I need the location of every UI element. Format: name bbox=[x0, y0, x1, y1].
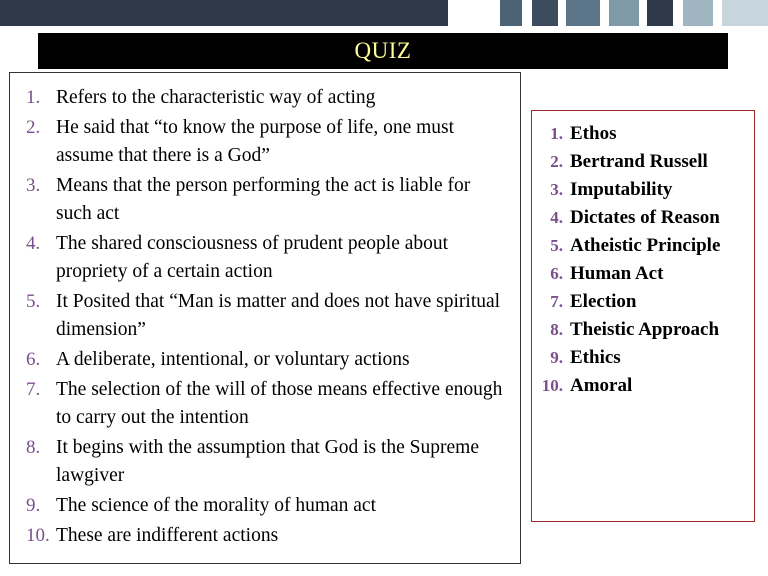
list-item bbox=[18, 434, 512, 490]
slide-title-bar bbox=[38, 33, 728, 69]
question-text: The science of the morality of human act bbox=[56, 495, 376, 516]
list-item bbox=[18, 522, 512, 550]
list-item bbox=[18, 230, 512, 286]
list-item bbox=[536, 344, 750, 371]
answer-text: Ethos bbox=[570, 123, 617, 144]
answer-text: Theistic Approach bbox=[570, 319, 720, 340]
list-item bbox=[536, 120, 750, 147]
answer-number: 2. bbox=[550, 152, 563, 171]
list-item bbox=[18, 84, 512, 112]
decor-band-11 bbox=[673, 0, 683, 26]
question-text: The shared consciousness of prudent people about propriety of a certain action bbox=[56, 233, 449, 282]
decor-band-10 bbox=[647, 0, 673, 26]
question-text: These are indifferent actions bbox=[56, 525, 279, 546]
answer-number: 1. bbox=[550, 124, 563, 143]
questions-list bbox=[10, 73, 520, 550]
answer-text: Human Act bbox=[570, 263, 664, 284]
answer-number: 10. bbox=[541, 376, 563, 395]
list-item bbox=[536, 204, 750, 231]
answer-number: 6. bbox=[550, 264, 563, 283]
list-item bbox=[536, 232, 750, 259]
list-item bbox=[18, 288, 512, 344]
answer-number: 4. bbox=[550, 208, 563, 227]
list-item bbox=[18, 346, 512, 374]
decor-band-0 bbox=[0, 0, 448, 26]
list-item bbox=[18, 172, 512, 228]
question-number: 8. bbox=[26, 437, 41, 458]
decor-band-5 bbox=[558, 0, 566, 26]
question-number: 7. bbox=[26, 379, 41, 400]
decorative-top-bar bbox=[0, 0, 768, 26]
question-number: 6. bbox=[26, 349, 41, 370]
decor-band-9 bbox=[639, 0, 647, 26]
answers-list bbox=[532, 111, 754, 399]
question-number: 1. bbox=[26, 87, 41, 108]
page-title: QUIZ bbox=[354, 38, 412, 63]
question-text: The selection of the will of those means effective enough to carry out the intention bbox=[56, 379, 503, 428]
questions-panel bbox=[9, 72, 521, 564]
decor-band-2 bbox=[500, 0, 522, 26]
answer-number: 8. bbox=[550, 320, 563, 339]
answer-number: 9. bbox=[550, 348, 563, 367]
answer-text: Atheistic Principle bbox=[570, 235, 721, 256]
answer-text: Dictates of Reason bbox=[570, 207, 720, 228]
decor-band-12 bbox=[683, 0, 713, 26]
question-number: 5. bbox=[26, 291, 41, 312]
decor-band-1 bbox=[448, 0, 500, 26]
question-text: It Posited that “Man is matter and does not have spiritual dimension” bbox=[56, 291, 501, 340]
question-number: 9. bbox=[26, 495, 41, 516]
answer-text: Imputability bbox=[570, 179, 673, 200]
decor-band-13 bbox=[713, 0, 722, 26]
answers-panel bbox=[531, 110, 755, 522]
answer-text: Ethics bbox=[570, 347, 621, 368]
decor-band-3 bbox=[522, 0, 532, 26]
answer-text: Election bbox=[570, 291, 637, 312]
decor-band-7 bbox=[600, 0, 609, 26]
list-item bbox=[536, 316, 750, 343]
decor-band-14 bbox=[722, 0, 768, 26]
question-number: 4. bbox=[26, 233, 41, 254]
list-item bbox=[536, 288, 750, 315]
question-number: 3. bbox=[26, 175, 41, 196]
list-item bbox=[536, 260, 750, 287]
list-item bbox=[18, 492, 512, 520]
answer-number: 7. bbox=[550, 292, 563, 311]
question-text: A deliberate, intentional, or voluntary actions bbox=[56, 349, 410, 370]
decor-band-8 bbox=[609, 0, 639, 26]
answer-number: 3. bbox=[550, 180, 563, 199]
list-item bbox=[18, 376, 512, 432]
list-item bbox=[18, 114, 512, 170]
question-text: Means that the person performing the act is liable for such act bbox=[56, 175, 471, 224]
list-item bbox=[536, 372, 750, 399]
question-text: It begins with the assumption that God is the Supreme lawgiver bbox=[56, 437, 479, 486]
question-text: Refers to the characteristic way of acting bbox=[56, 87, 376, 108]
question-text: He said that “to know the purpose of life, one must assume that there is a God” bbox=[56, 117, 455, 166]
list-item bbox=[536, 176, 750, 203]
decor-band-4 bbox=[532, 0, 558, 26]
answer-text: Amoral bbox=[570, 375, 633, 396]
question-number: 2. bbox=[26, 117, 41, 138]
answer-text: Bertrand Russell bbox=[570, 151, 708, 172]
answer-number: 5. bbox=[550, 236, 563, 255]
question-number: 10. bbox=[26, 525, 50, 546]
list-item bbox=[536, 148, 750, 175]
decor-band-6 bbox=[566, 0, 600, 26]
